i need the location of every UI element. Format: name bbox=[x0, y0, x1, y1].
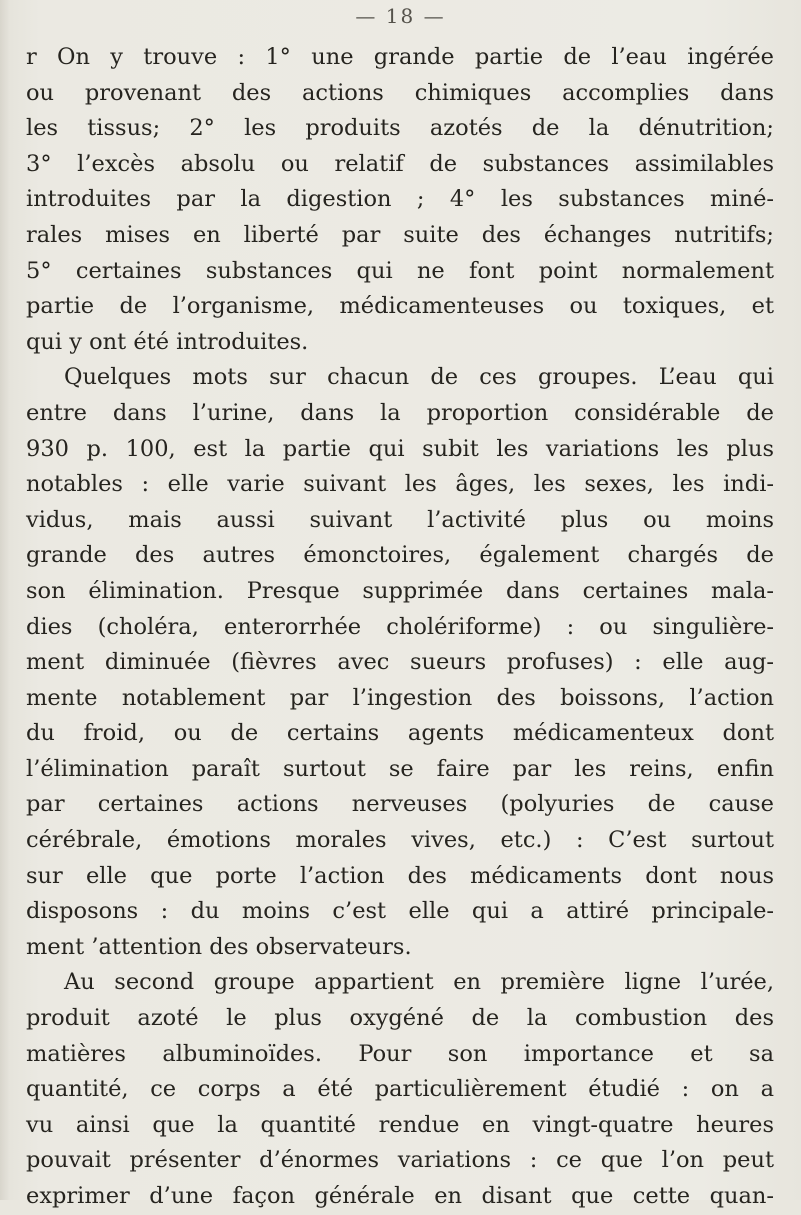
paragraph-3 bbox=[26, 965, 774, 1214]
text-line: 930 p. 100, est la partie qui subit les variations les plus bbox=[26, 435, 774, 462]
text-line: notables : elle varie suivant les âges, les sexes, les indi- bbox=[26, 471, 774, 498]
text-line: mente notablement par l’ingestion des boissons, l’action bbox=[26, 684, 774, 711]
text-line: vu ainsi que la quantité rendue en vingt-quatre heures bbox=[26, 1111, 774, 1138]
text-line: sur elle que porte l’action des médicaments dont nous bbox=[26, 862, 774, 889]
paragraph-1 bbox=[26, 40, 774, 360]
text-line: par certaines actions nerveuses (polyuries de cause bbox=[26, 791, 774, 818]
text-line: matières albuminoïdes. Pour son importance et sa bbox=[26, 1040, 774, 1067]
text-line: 5° certaines substances qui ne font point normalement bbox=[26, 257, 774, 284]
text-line: grande des autres émonctoires, également chargés de bbox=[26, 542, 774, 569]
text-line: dies (choléra, enterorrhée cholériforme) : ou singulière- bbox=[26, 613, 774, 640]
paragraph-2 bbox=[26, 360, 774, 965]
text-line: produit azoté le plus oxygéné de la combustion des bbox=[26, 1005, 774, 1032]
text-line: son élimination. Presque supprimée dans certaines mala- bbox=[26, 577, 774, 604]
text-line: introduites par la digestion ; 4° les substances miné- bbox=[26, 186, 774, 213]
text-line: quantité, ce corps a été particulièrement étudié : on a bbox=[26, 1076, 774, 1103]
text-line: partie de l’organisme, médicamenteuses ou toxiques, et bbox=[26, 293, 774, 320]
page-text bbox=[26, 40, 774, 1215]
page-number: — 18 — bbox=[355, 4, 446, 28]
text-line: les tissus; 2° les produits azotés de la dénutrition; bbox=[26, 115, 774, 142]
text-line: pouvait présenter d’énormes variations : ce que l’on peut bbox=[26, 1147, 774, 1174]
text-line: rales mises en liberté par suite des échanges nutritifs; bbox=[26, 221, 774, 248]
text-line: r On y trouve : 1° une grande partie de l’eau ingérée bbox=[26, 44, 774, 70]
text-line: cérébrale, émotions morales vives, etc.) : C’est surtout bbox=[26, 827, 774, 854]
text-line: exprimer d’une façon générale en disant que cette quan- bbox=[26, 1183, 774, 1209]
text-line: entre dans l’urine, dans la proportion considérable de bbox=[26, 399, 774, 426]
text-line: disposons : du moins c’est elle qui a attiré principale- bbox=[26, 898, 774, 925]
text-line: du froid, ou de certains agents médicamenteux dont bbox=[26, 720, 774, 747]
text-line: qui y ont été introduites. bbox=[26, 328, 309, 355]
text-line: l’élimination paraît surtout se faire par les reins, enfin bbox=[26, 755, 774, 782]
text-line: Quelques mots sur chacun de ces groupes. L’eau qui bbox=[64, 364, 774, 391]
text-line: 3° l’excès absolu ou relatif de substances assimilables bbox=[26, 150, 774, 177]
text-line: ou provenant des actions chimiques accomplies dans bbox=[26, 79, 774, 106]
text-line: ment diminuée (fièvres avec sueurs profuses) : elle aug- bbox=[26, 649, 774, 676]
text-line: ment ’attention des observateurs. bbox=[26, 933, 412, 960]
text-line: vidus, mais aussi suivant l’activité plus ou moins bbox=[26, 506, 774, 533]
text-line: Au second groupe appartient en première ligne l’urée, bbox=[64, 969, 774, 996]
